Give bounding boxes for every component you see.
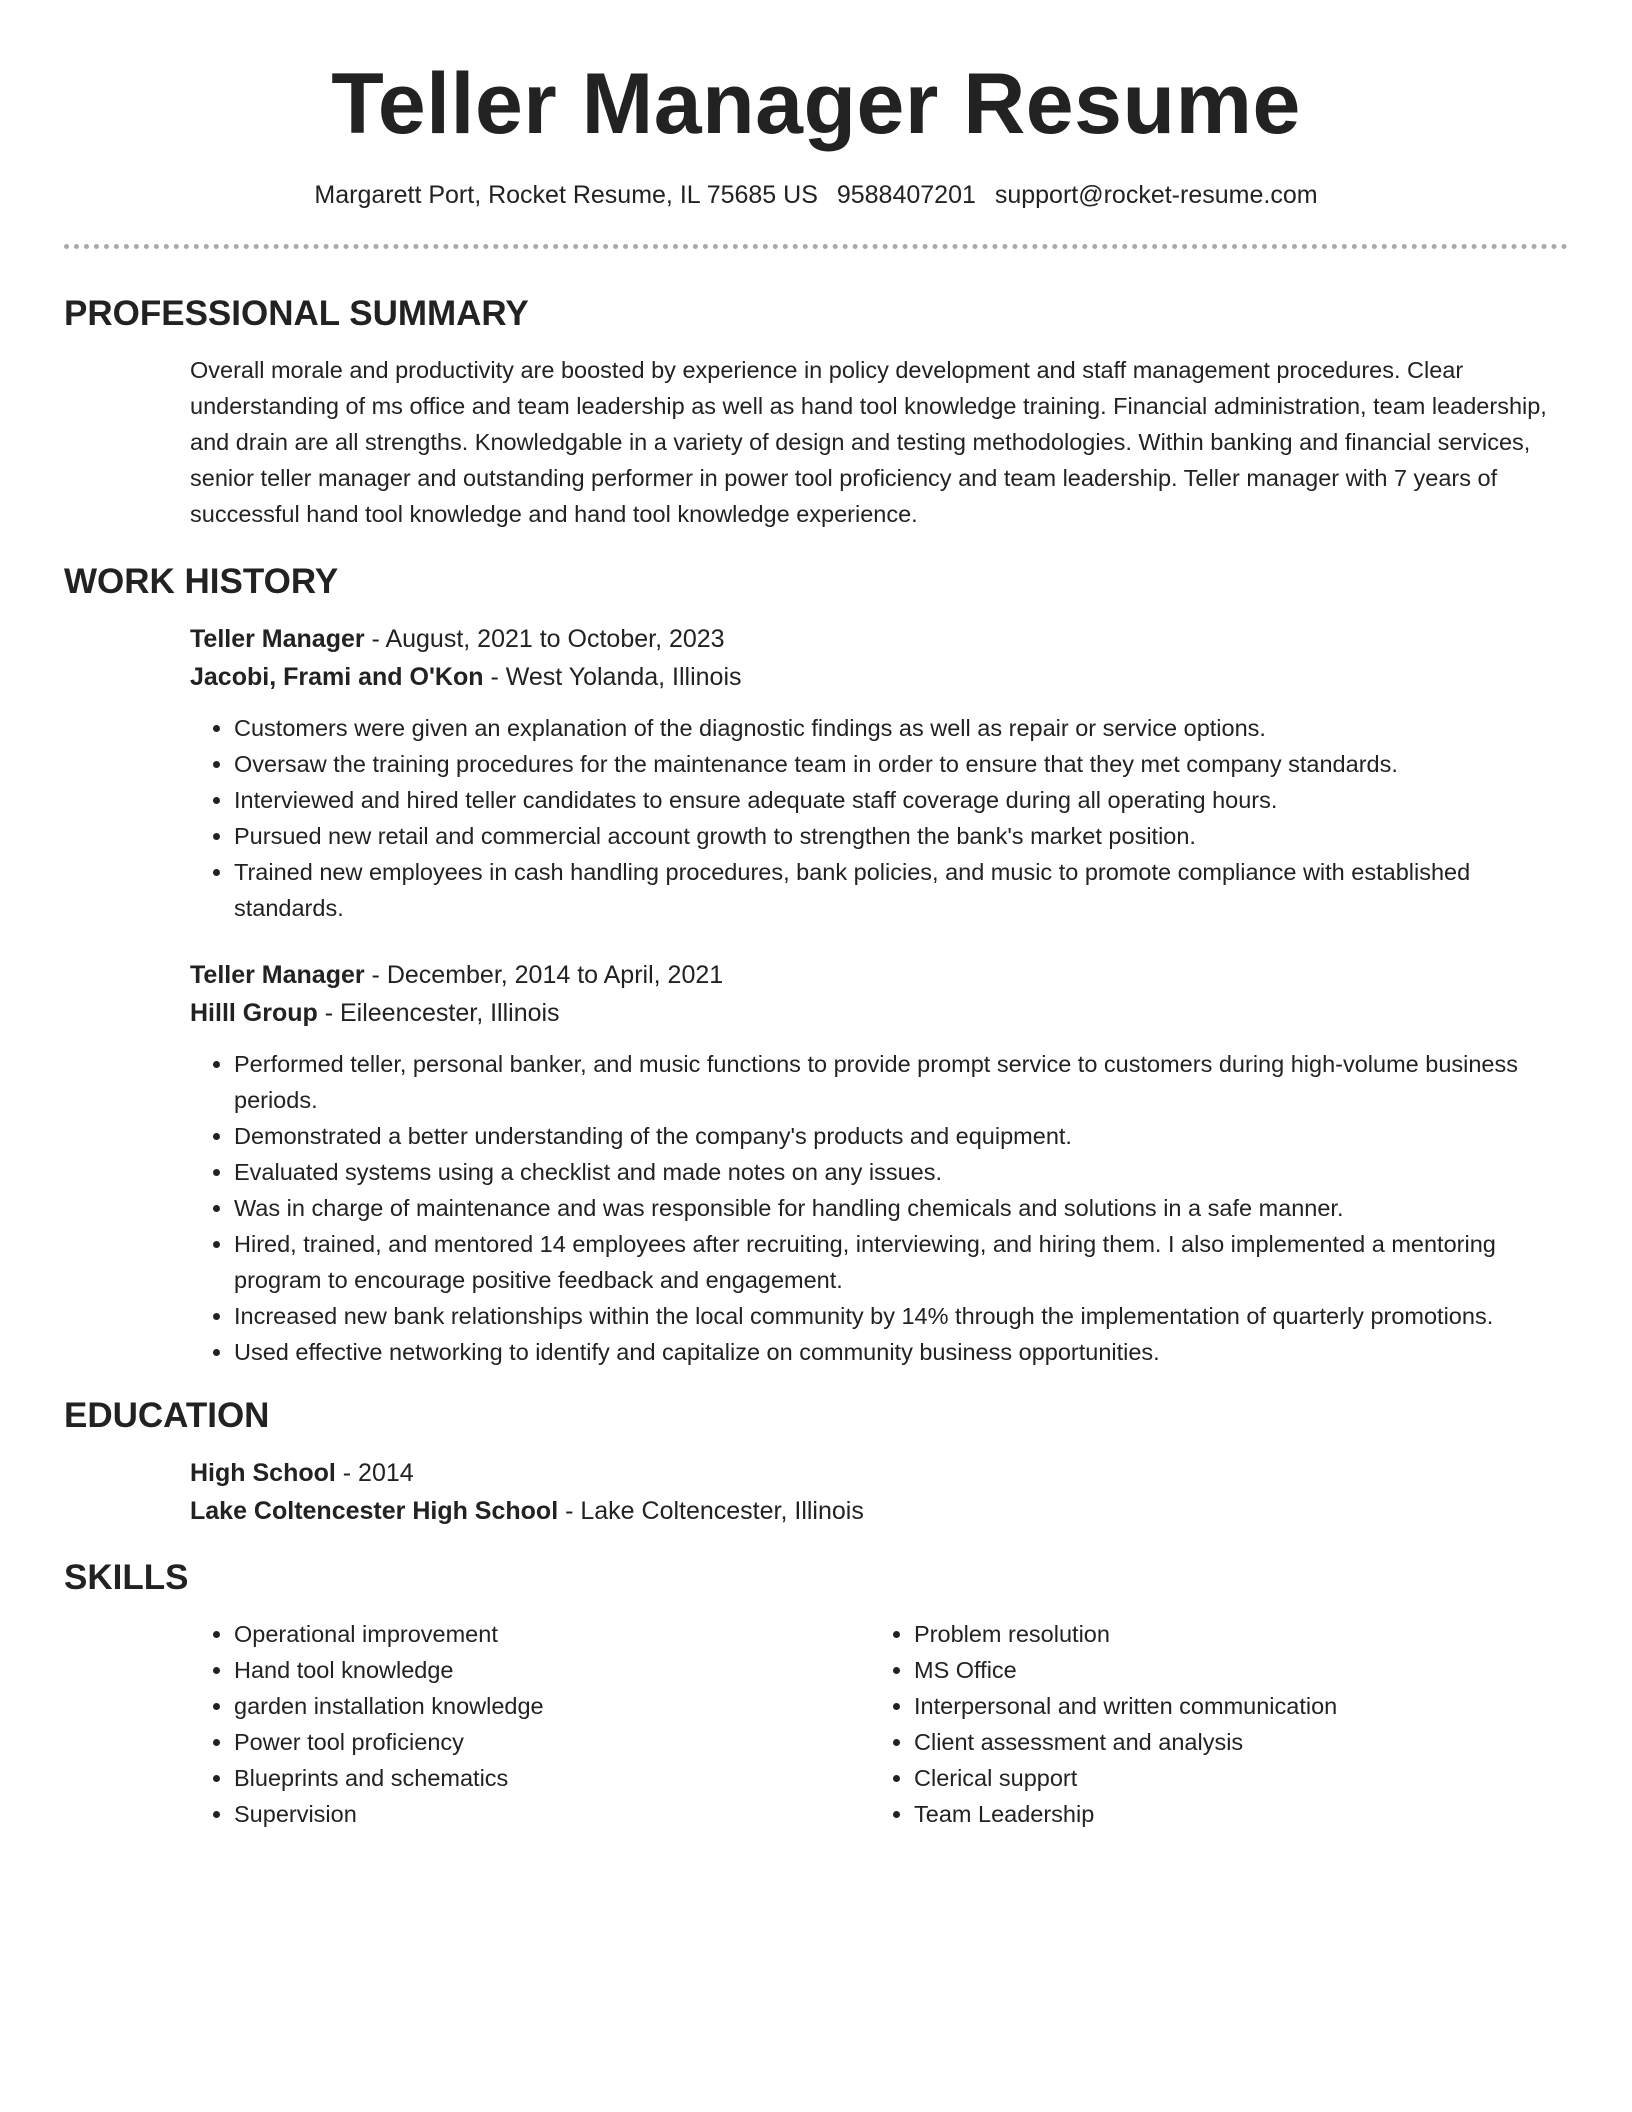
- skills-section: [190, 1616, 1568, 1832]
- skills-list-right: [870, 1616, 1550, 1832]
- summary-heading: PROFESSIONAL SUMMARY: [64, 294, 529, 333]
- contact-email: support@rocket-resume.com: [994, 181, 1318, 209]
- list-item: • Was in charge of maintenance and was responsible for handling chemicals and solutions in a safe manner.: [234, 1190, 1568, 1226]
- list-item: • Operational improvement: [234, 1616, 870, 1652]
- skills-heading: SKILLS: [64, 1558, 189, 1597]
- education-school: Lake Coltencester High School: [190, 1497, 559, 1525]
- header-divider: [64, 244, 1568, 249]
- list-item: • Supervision: [234, 1796, 870, 1832]
- skills-list-left: [190, 1616, 870, 1832]
- resume-page: [64, 0, 1568, 1832]
- list-item: • Hand tool knowledge: [234, 1652, 870, 1688]
- job-title-line: [190, 956, 1568, 994]
- job-entry: [190, 956, 1568, 1370]
- list-item: • Blueprints and schematics: [234, 1760, 870, 1796]
- job-dates: - August, 2021 to October, 2023: [364, 625, 725, 653]
- list-item: • Used effective networking to identify and capitalize on community business opportunities.: [234, 1334, 1568, 1370]
- education-school-line: [190, 1492, 1568, 1530]
- skills-column-left: [190, 1616, 870, 1832]
- list-item: • MS Office: [914, 1652, 1550, 1688]
- list-item: • Demonstrated a better understanding of the company's products and equipment.: [234, 1118, 1568, 1154]
- work-history-heading: WORK HISTORY: [64, 562, 339, 601]
- contact-phone: 9588407201: [836, 181, 976, 209]
- list-item: • Hired, trained, and mentored 14 employees after recruiting, interviewing, and hiring them. I also implemented a mentoring program to encourage positive feedback and engagement.: [234, 1226, 1568, 1298]
- list-item: • Clerical support: [914, 1760, 1550, 1796]
- education-heading: EDUCATION: [64, 1396, 270, 1435]
- work-history-section: [190, 620, 1568, 1370]
- job-title: Teller Manager: [190, 625, 365, 653]
- summary-section: [190, 352, 1568, 532]
- contact-address: Margarett Port, Rocket Resume, IL 75685 US: [314, 181, 818, 209]
- list-item: • Oversaw the training procedures for the maintenance team in order to ensure that they met company standards.: [234, 746, 1568, 782]
- list-item: • Interviewed and hired teller candidates to ensure adequate staff coverage during all operating hours.: [234, 782, 1568, 818]
- contact-line: [64, 178, 1568, 212]
- education-location: - Lake Coltencester, Illinois: [558, 1497, 864, 1525]
- skills-column-right: [870, 1616, 1550, 1832]
- education-degree-line: [190, 1454, 1568, 1492]
- list-item: • Problem resolution: [914, 1616, 1550, 1652]
- list-item: • Evaluated systems using a checklist and made notes on any issues.: [234, 1154, 1568, 1190]
- education-section: [190, 1454, 1568, 1530]
- job-company: Hilll Group: [190, 999, 318, 1027]
- list-item: • garden installation knowledge: [234, 1688, 870, 1724]
- education-degree: High School: [190, 1459, 336, 1487]
- job-company-line: [190, 658, 1568, 696]
- job-bullets: [190, 710, 1568, 926]
- list-item: • Trained new employees in cash handling procedures, bank policies, and music to promote compliance with established standards.: [234, 854, 1568, 926]
- job-bullets: [190, 1046, 1568, 1370]
- list-item: • Client assessment and analysis: [914, 1724, 1550, 1760]
- job-title: Teller Manager: [190, 961, 365, 989]
- list-item: • Interpersonal and written communication: [914, 1688, 1550, 1724]
- list-item: • Power tool proficiency: [234, 1724, 870, 1760]
- job-dates: - December, 2014 to April, 2021: [364, 961, 724, 989]
- job-company-line: [190, 994, 1568, 1032]
- list-item: • Pursued new retail and commercial account growth to strengthen the bank's market position.: [234, 818, 1568, 854]
- job-entry: [190, 620, 1568, 926]
- list-item: • Customers were given an explanation of the diagnostic findings as well as repair or service options.: [234, 710, 1568, 746]
- job-location: - Eileencester, Illinois: [317, 999, 560, 1027]
- job-company: Jacobi, Frami and O'Kon: [190, 663, 484, 691]
- job-location: - West Yolanda, Illinois: [483, 663, 742, 691]
- summary-text: Overall morale and productivity are boosted by experience in policy development and staff management procedures. Clear understanding of ms office and team leadership as well as hand tool knowledge training. Financial administration, team leadership, and drain are all strengths. Knowledgable in a variety of design and testing methodologies. Within banking and financial services, senior teller manager and outstanding performer in power tool proficiency and team leadership. Teller manager with 7 years of successful hand tool knowledge and hand tool knowledge experience.: [190, 357, 1547, 527]
- list-item: • Team Leadership: [914, 1796, 1550, 1832]
- skills-grid: [190, 1616, 1568, 1832]
- list-item: • Increased new bank relationships within the local community by 14% through the implementation of quarterly promotions.: [234, 1298, 1568, 1334]
- list-item: • Performed teller, personal banker, and music functions to provide prompt service to customers during high-volume business periods.: [234, 1046, 1568, 1118]
- resume-title: Teller Manager Resume: [331, 56, 1301, 152]
- education-year: - 2014: [335, 1459, 414, 1487]
- job-title-line: [190, 620, 1568, 658]
